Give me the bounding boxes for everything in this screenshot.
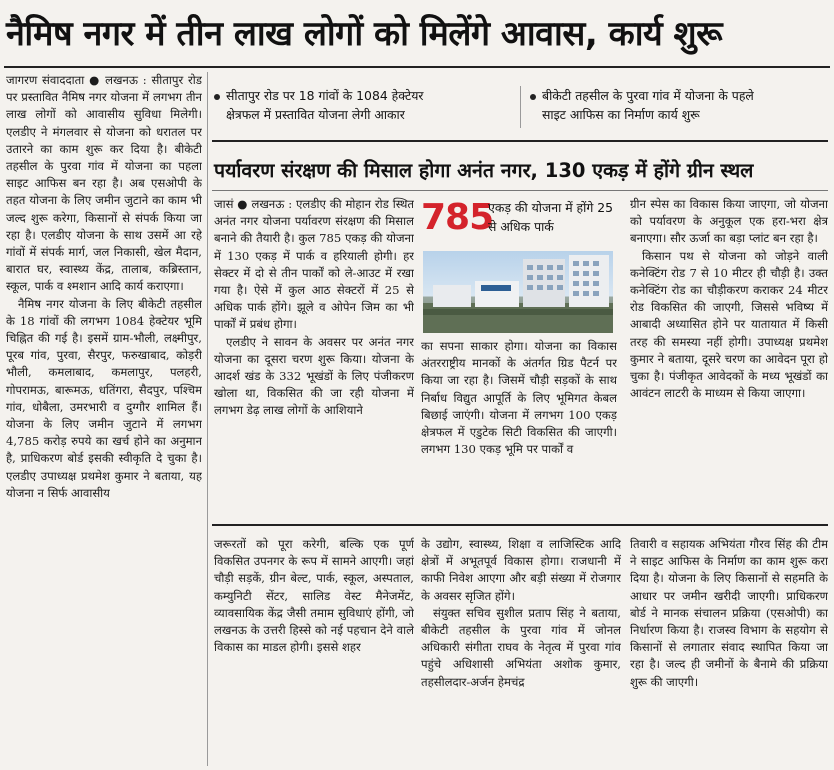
story2-col-b-para-1: का सपना साकार होगा। योजना का विकास अंतरराष्ट्रीय मानकों के अंतर्गत ग्रिड पैटर्न पर किया जा रहा है। जिसमें चौड़ी सड़कों के साथ निर्बाध विद्युत आपूर्ति के लिए भूमिगत केबल बिछाई जाएंगी। योजना में लगभग 100 एकड़ क्षेत्रफल में एडुटेक सिटी विकसित की जाएगी। लगभग 130 एकड़ भूमि पर पार्कों व bbox=[421, 339, 617, 457]
left-story-column bbox=[6, 72, 202, 766]
bullet-1-line-1: सीतापुर रोड पर 18 गांवों के 1084 हेक्टेयर bbox=[214, 86, 514, 105]
page-headline: नैमिष नगर में तीन लाख लोगों को मिलेंगे आवास, कार्य शुरू bbox=[6, 14, 723, 54]
continuation-c-para-1: तिवारी व सहायक अभियंता गौरव सिंह की टीम ने साइट आफिस के निर्माण का काम शुरू करा दिया है। योजना के लिए किसानों से सहमति के आधार पर जमीन खरीदी जाएगी। प्राधिकरण बोर्ड ने मानक संचालन प्रक्रिया (एसओपी) का निर्धारण किया है। राजस्व विभाग के सहयोग से किसानों से लगातार संवाद स्थापित किया जा रहा है। जल्द ही जमीनों के बैनामे की प्रक्रिया शुरू की जाएगी। bbox=[630, 537, 828, 689]
continuation-column-c bbox=[630, 536, 828, 766]
story2-col-a-para-1: जासं ● लखनऊ : एलडीए की मोहान रोड स्थित अनंत नगर योजना पर्यावरण संरक्षण की मिसाल बनाने की तैयारी है। कुल 785 एकड़ की योजना में 130 एकड़ में पार्क व हरियाली होगी। हर सेक्टर में दो से तीन पार्कों को ले-आउट में रखा गया है। ऐसे में कुल आठ सेक्टरों में 25 से अधिक पार्क होंगे। झूले व ओपेन जिम का भी पार्कों में प्रबंध होगा। bbox=[214, 197, 414, 332]
bullet-rule bbox=[212, 140, 828, 142]
column-divider bbox=[207, 72, 208, 766]
story2-column-b bbox=[421, 338, 617, 516]
stat-caption: एकड़ की योजना में होंगे 25 से अधिक पार्क bbox=[488, 200, 614, 234]
bullet-1-line-2: क्षेत्रफल में प्रस्तावित योजना लेगी आकार bbox=[226, 107, 405, 122]
building-photo-icon bbox=[423, 251, 613, 333]
continuation-a-para-1: जरूरतों को पूरा करेगी, बल्कि एक पूर्ण विकसित उपनगर के रूप में सामने आएगी। जहां चौड़ी सड़कें, ग्रीन बेल्ट, पार्क, स्कूल, अस्पताल, कम्युनिटी सेंटर, सालिड वेस्ट मैनेजमेंट, व्यावसायिक केंद्र जैसी तमाम सुविधाएं होंगी, जो लखनऊ के उत्तरी हिस्से को नई पहचान देने वाले विकास का माडल होगी। इससे शहर bbox=[214, 537, 414, 655]
building-illustration bbox=[423, 251, 613, 333]
story2-col-c-para-2: किसान पथ से योजना को जोड़ने वाली कनेक्टिंग रोड 7 से 10 मीटर ही चौड़ी है। उक्त कनेक्टिंग रोड का चौड़ीकरण कराकर 24 मीटर रोड विकसित की जाएगी, जिससे भविष्य में आबादी अध्यासित होने पर यातायात में किसी तरह की समस्या नहीं होगी। उपाध्यक्ष प्रथमेश कुमार ने बताया, दूसरे चरण का आवेदन पूरा हो चुका है। पंजीकृत आवेदकों के मध्य भूखंडों का आवंटन लाटरी के माध्यम से किया जाएगा। bbox=[630, 248, 828, 401]
bullet-2-line-2: साइट आफिस का निर्माण कार्य शुरू bbox=[542, 107, 700, 122]
continuation-column-a bbox=[214, 536, 414, 766]
story2-column-c bbox=[630, 196, 828, 516]
story-separator-rule bbox=[212, 524, 828, 526]
bullet-box-1 bbox=[214, 86, 514, 128]
left-story-para-1: जागरण संवाददाता ● लखनऊ : सीतापुर रोड पर प्रस्तावित नैमिष नगर योजना में लगभग तीन लाख लोगों को आवासीय सुविधा मिलेगी। एलडीए ने मंगलवार से योजना को धरातल पर उतारने का काम शुरू कर दिया है। बीकेटी तहसील के पुरवा गांव में योजना का पहला साइट आफिस बन रहा है। अब एसओपी के तहत योजना के लिए जमीन जुटाने का काम भी जल्द शुरू करेगा, किसानों से संपर्क किया जा रहा है। एलडीए योजना के साथ उसमें आ रहे गांवों में संपर्क मार्ग, जल निकासी, खेल मैदान, बारात घर, स्वास्थ्य केंद्र, तालाब, कब्रिस्तान, स्कूल, पार्क व श्मशान आदि कार्य कराएगा। bbox=[6, 73, 202, 294]
continuation-b-para-2: संयुक्त सचिव सुशील प्रताप सिंह ने बताया, बीकेटी तहसील के पुरवा गांव में जोनल अधिकारी संगीता राघव के नेतृत्व में पुरवा गांव पहुंचे अधिशासी अभियंता अशोक कुमार, तहसीलदार-अर्जन हेमचंद्र bbox=[421, 605, 621, 689]
sub-headline: पर्यावरण संरक्षण की मिसाल होगा अनंत नगर, 130 एकड़ में होंगे ग्रीन स्थल bbox=[214, 159, 754, 182]
stat-number: 785 bbox=[421, 197, 494, 238]
story2-col-a-para-2: एलडीए ने सावन के अवसर पर अनंत नगर योजना का दूसरा चरण शुरू किया। योजना के आदर्श खंड के 332 भूखंडों के लिए पंजीकरण खोला था, विकसित की जा रही योजना में लगभग डेढ़ लाख लोगों के आशियाने bbox=[214, 334, 414, 418]
bullet-2-line-1: बीकेटी तहसील के पुरवा गांव में योजना के पहले bbox=[530, 86, 826, 105]
story2-col-c-para-1: ग्रीन स्पेस का विकास किया जाएगा, जो योजना को पर्यावरण के अनुकूल एक हरा-भरा क्षेत्र बनाएगा। सौर ऊर्जा का बड़ा प्लांट बन रहा है। bbox=[630, 197, 828, 246]
bullet-dot-icon bbox=[530, 94, 536, 100]
left-story-para-2: नैमिष नगर योजना के लिए बीकेटी तहसील के 18 गांवों की लगभग 1084 हेक्टेयर भूमि चिह्नित की गई है। इसमें ग्राम-भौली, लक्ष्मीपुर, पूरब गांव, पुरवा, सैरपुर, फरुखाबाद, कोड़री भौली, कमलाबाद, कमलापुर, पलहरी, गोपरामऊ, बारूमऊ, धतिंगरा, सैदपुर, पश्चिम गांव, धोबैला, उमरभारी व दुग्गौर शामिल हैं। योजना के लिए जमीन जुटाने में लगभग 4,785 करोड़ रुपये का खर्च होने का अनुमान है, प्राधिकरण बोर्ड इसकी स्वीकृति दे चुका है। एलडीए उपाध्यक्ष प्रथमेश कुमार ने बताया, यह योजना न सिर्फ आवासीय bbox=[6, 296, 202, 500]
subhead-rule bbox=[212, 190, 828, 191]
bullet-box-2 bbox=[530, 86, 826, 128]
continuation-column-b bbox=[421, 536, 621, 766]
continuation-b-para-1: के उद्योग, स्वास्थ्य, शिक्षा व लाजिस्टिक आदि क्षेत्रों में अभूतपूर्व विकास होगा। राजधानी में काफी निवेश आएगा और बड़ी संख्या में रोजगार के अवसर सृजित होंगे। bbox=[421, 537, 621, 603]
story2-column-a bbox=[214, 196, 414, 516]
headline-rule bbox=[4, 66, 830, 68]
bullet-divider bbox=[520, 86, 521, 128]
bullet-dot-icon bbox=[214, 94, 220, 100]
